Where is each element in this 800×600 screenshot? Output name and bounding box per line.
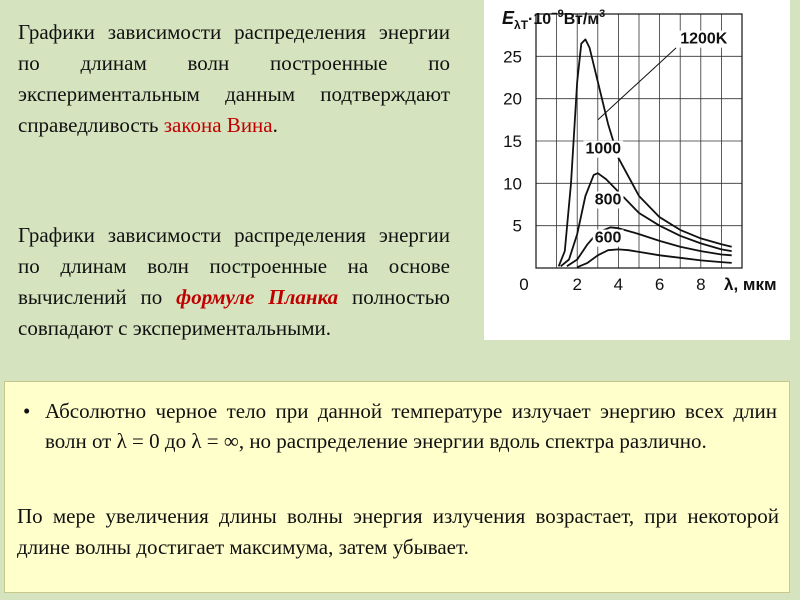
y-tick-label: 15 xyxy=(503,132,522,151)
paragraph-planck xyxy=(18,220,450,344)
origin-label: 0 xyxy=(519,275,529,294)
y-axis-label: $E_{\lambda T}\cdot 10^{-9}Вт/м^3$ xyxy=(502,8,606,32)
summary-box xyxy=(4,381,790,593)
x-tick-label: 6 xyxy=(654,275,665,294)
y-tick-label: 5 xyxy=(512,216,522,236)
summary-text: По мере увеличения длины волны энергия излучения возрастает, при некоторой длине волны достигает максимума, затем убывает. xyxy=(17,504,779,559)
x-axis-label: λ, мкм xyxy=(724,275,777,294)
curve-label: 1200K xyxy=(680,30,728,48)
curve-label: 1000 xyxy=(585,140,622,158)
x-tick-label: 2 xyxy=(572,275,582,294)
chart-panel xyxy=(484,0,790,340)
y-tick-label: 25 xyxy=(503,47,522,67)
p1-end-text: . xyxy=(272,113,278,137)
paragraph-wien xyxy=(18,17,450,141)
bullet-text: Абсолютно черное тело при данной температуре излучает энергию всех длин волн от λ = 0 до λ = ∞, но распределение энергии вдоль спектра различно. xyxy=(45,399,777,453)
wien-law-link[interactable]: закона Вина xyxy=(163,113,273,137)
curve-label: 600 xyxy=(594,229,622,247)
p2-main-text: Графики зависимости распределения энергии по длинам волн построенные на основе вычислений по xyxy=(18,223,450,309)
bullet-icon: • xyxy=(23,399,31,423)
x-tick-label: 8 xyxy=(696,275,706,294)
leader-line xyxy=(598,48,676,120)
p2-end-text: полностью совпадают с экспериментальными. xyxy=(18,285,450,340)
p1-main-text: Графики зависимости распределения энергии по длинам волн построенные по экспериментальным данным подтверждают справедливость xyxy=(18,20,450,137)
x-tick-label: 4 xyxy=(613,275,624,294)
y-tick-label: 10 xyxy=(503,174,522,194)
y-tick-label: 20 xyxy=(503,89,522,109)
chart xyxy=(484,0,790,340)
curve-label: 800 xyxy=(594,191,622,209)
planck-formula-link[interactable]: формуле Планка xyxy=(176,285,339,309)
